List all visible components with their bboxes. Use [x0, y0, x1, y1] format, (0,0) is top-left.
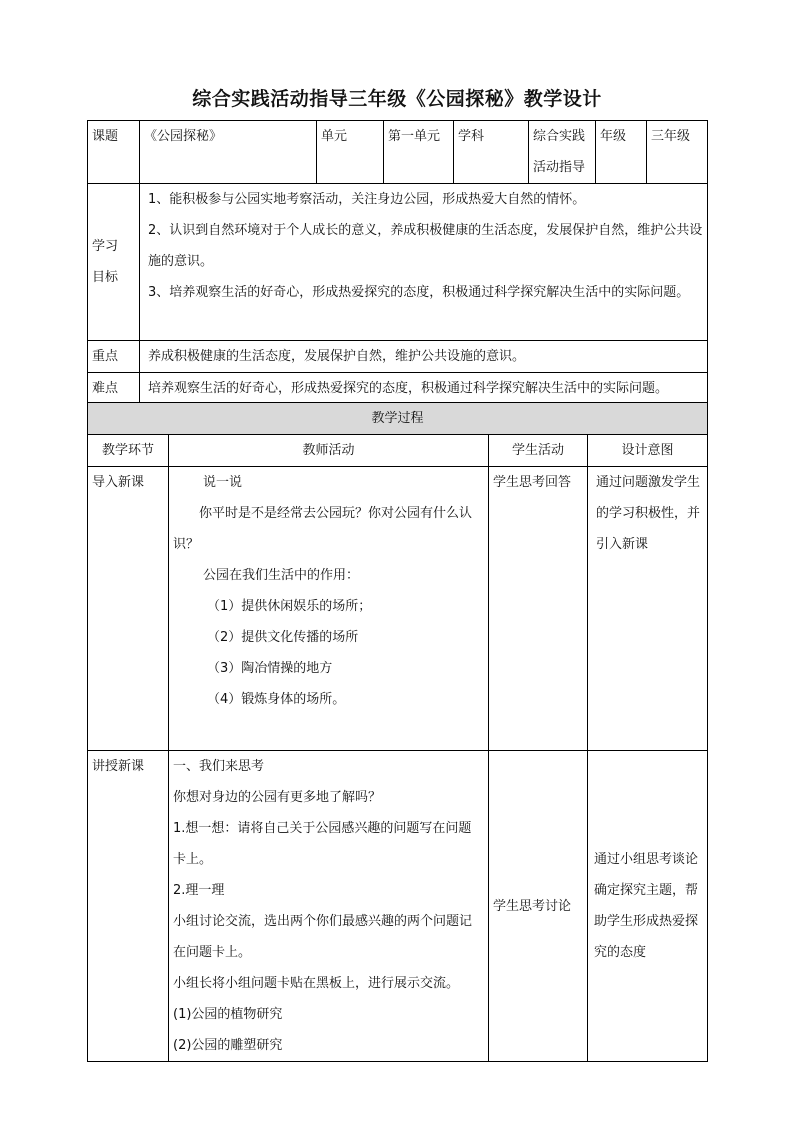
teacher-line: （1）提供休闲娱乐的场所； — [207, 599, 372, 614]
nianji-label: 年级 — [596, 121, 647, 184]
danyuan-value: 第一单元 — [384, 121, 454, 184]
section1-intent: 通过问题激发学生的学习积极性，并引入新课 — [588, 467, 708, 751]
section2-intent: 通过小组思考谈论确定探究主题，帮助学生形成热爱探究的态度 — [588, 751, 708, 1062]
difficult-point-label: 难点 — [88, 373, 140, 405]
teacher-line: 1.想一想：请将自己关于公园感兴趣的问题写在问题卡上。 — [173, 821, 472, 867]
keti-label: 课题 — [88, 121, 140, 184]
goals-row — [88, 184, 708, 341]
goal-item: 3、培养观察生活的好奇心，形成热爱探究的态度，积极通过科学探究解决生活中的实际问题。 — [148, 285, 690, 300]
goals-content — [140, 184, 708, 341]
xueke-value — [529, 121, 596, 184]
teacher-line: 小组长将小组问题卡贴在黑板上，进行展示交流。 — [173, 976, 460, 991]
goals-label-line1: 学习 — [92, 239, 119, 254]
section2-stage: 讲授新课 — [88, 751, 169, 1062]
xueke-label: 学科 — [454, 121, 529, 184]
teacher-line: (2)公园的雕塑研究 — [173, 1038, 283, 1053]
teacher-line: （4）锻炼身体的场所。 — [207, 692, 346, 707]
teacher-line: 一、我们来思考 — [173, 759, 265, 774]
process-columns-row — [88, 435, 708, 467]
process-table — [87, 402, 708, 1062]
section2-teacher — [169, 751, 489, 1062]
section1-student: 学生思考回答 — [489, 467, 588, 751]
keti-value: 《公园探秘》 — [140, 121, 317, 184]
teacher-line: （3）陶冶情操的地方 — [207, 661, 333, 676]
xueke-value-line1: 综合实践 — [533, 129, 586, 144]
key-point-row — [88, 341, 708, 373]
teacher-line: （2）提供文化传播的场所 — [207, 630, 359, 645]
section2-student: 学生思考讨论 — [489, 751, 588, 1062]
teacher-line: 你想对身边的公园有更多地了解吗？ — [173, 790, 382, 805]
teacher-line: (1)公园的植物研究 — [173, 1007, 283, 1022]
section-row — [88, 751, 708, 1062]
key-point-label: 重点 — [88, 341, 140, 373]
teacher-line: 小组讨论交流，选出两个你们最感兴趣的两个问题记在问题卡上。 — [173, 914, 473, 960]
col-intent: 设计意图 — [588, 435, 708, 467]
header-row — [88, 121, 708, 184]
goals-label-line2: 目标 — [92, 270, 119, 285]
section1-stage: 导入新课 — [88, 467, 169, 751]
process-header: 教学过程 — [88, 403, 708, 435]
key-point-text: 养成积极健康的生活态度，发展保护自然，维护公共设施的意识。 — [140, 341, 708, 373]
info-table — [87, 120, 708, 405]
danyuan-label: 单元 — [317, 121, 384, 184]
teacher-line: 2.理一理 — [173, 883, 225, 898]
section1-teacher — [169, 467, 489, 751]
xueke-value-line2: 活动指导 — [533, 160, 586, 175]
process-header-row — [88, 403, 708, 435]
col-teacher: 教师活动 — [169, 435, 489, 467]
teacher-line: 说一说 — [203, 475, 243, 490]
goals-label — [88, 184, 140, 341]
teacher-line: 你平时是不是经常去公园玩？你对公园有什么认识？ — [173, 506, 473, 552]
difficult-point-row — [88, 373, 708, 405]
teacher-line: 公园在我们生活中的作用： — [203, 568, 360, 583]
document-title: 综合实践活动指导三年级《公园探秘》教学设计 — [192, 88, 602, 110]
col-stage: 教学环节 — [88, 435, 169, 467]
goal-item: 1、能积极参与公园实地考察活动，关注身边公园，形成热爱大自然的情怀。 — [148, 192, 586, 207]
difficult-point-text: 培养观察生活的好奇心，形成热爱探究的态度，积极通过科学探究解决生活中的实际问题。 — [140, 373, 708, 405]
nianji-value: 三年级 — [647, 121, 708, 184]
goal-item: 2、认识到自然环境对于个人成长的意义，养成积极健康的生活态度，发展保护自然，维护公共设施的意识。 — [148, 223, 703, 269]
col-student: 学生活动 — [489, 435, 588, 467]
section-row — [88, 467, 708, 751]
